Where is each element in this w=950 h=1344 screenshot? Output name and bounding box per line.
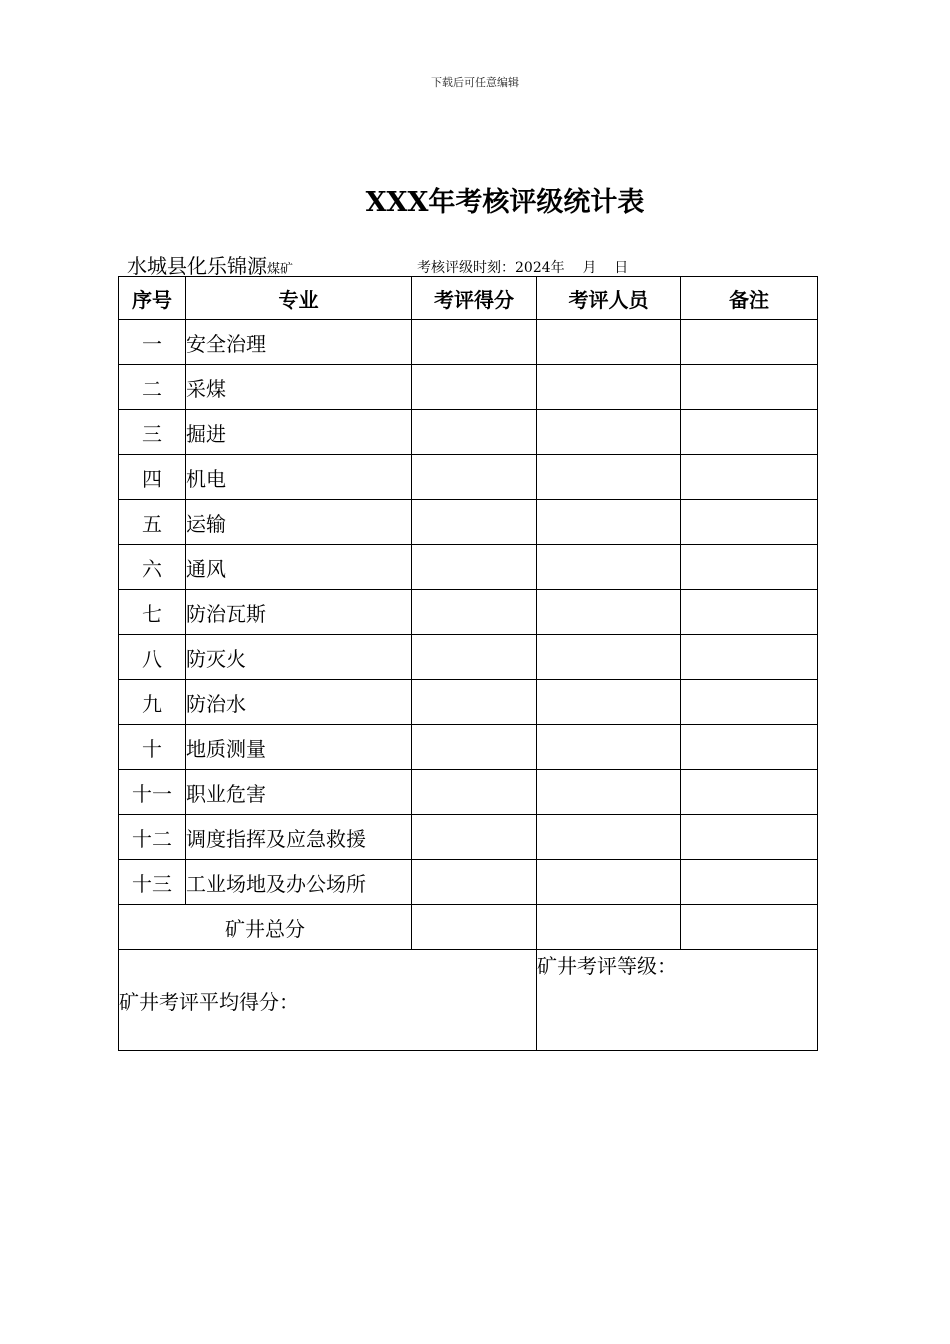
row-number-cell: 五 [119,500,186,545]
row-score-cell[interactable] [412,410,537,455]
total-score-cell[interactable] [412,905,537,950]
row-item-cell: 工业场地及办公场所 [186,860,412,905]
table-row [119,635,818,680]
summary-row [119,950,818,1051]
table-row [119,500,818,545]
row-reviewer-cell[interactable] [537,320,681,365]
row-item-cell: 掘进 [186,410,412,455]
row-remark-cell[interactable] [681,320,818,365]
row-remark-cell[interactable] [681,455,818,500]
row-remark-cell[interactable] [681,500,818,545]
row-number-cell: 二 [119,365,186,410]
row-score-cell[interactable] [412,365,537,410]
row-item-cell: 防治水 [186,680,412,725]
table-row [119,410,818,455]
table-row [119,860,818,905]
table-header-row [119,277,818,320]
row-item-cell: 防灭火 [186,635,412,680]
average-score-label: 矿井考评平均得分： [119,989,299,1014]
row-remark-cell[interactable] [681,635,818,680]
table-row [119,815,818,860]
row-score-cell[interactable] [412,320,537,365]
row-reviewer-cell[interactable] [537,455,681,500]
row-item-cell: 安全治理 [186,320,412,365]
row-number-cell: 三 [119,410,186,455]
row-item-cell: 防治瓦斯 [186,590,412,635]
header-cell-item: 专业 [186,277,412,320]
total-reviewer-cell[interactable] [537,905,681,950]
row-number-cell: 八 [119,635,186,680]
rating-level-label: 矿井考评等级： [537,954,677,978]
row-number-cell: 十一 [119,770,186,815]
table-row [119,320,818,365]
date-month: 月 [582,260,597,276]
row-score-cell[interactable] [412,455,537,500]
row-reviewer-cell[interactable] [537,365,681,410]
org-suffix: 煤矿 [267,262,294,277]
row-remark-cell[interactable] [681,545,818,590]
row-remark-cell[interactable] [681,410,818,455]
row-item-cell: 运输 [186,500,412,545]
row-reviewer-cell[interactable] [537,410,681,455]
row-number-cell: 十二 [119,815,186,860]
row-score-cell[interactable] [412,680,537,725]
row-reviewer-cell[interactable] [537,500,681,545]
table-row [119,680,818,725]
header-cell-reviewer: 考评人员 [537,277,681,320]
row-score-cell[interactable] [412,815,537,860]
date-year: 2024年 [515,260,565,276]
row-score-cell[interactable] [412,725,537,770]
org-name-text: 水城县化乐锦源 [127,254,267,278]
row-number-cell: 十三 [119,860,186,905]
row-remark-cell[interactable] [681,770,818,815]
row-remark-cell[interactable] [681,590,818,635]
row-item-cell: 调度指挥及应急救援 [186,815,412,860]
row-reviewer-cell[interactable] [537,635,681,680]
row-item-cell: 地质测量 [186,725,412,770]
header-note: 下载后可任意编辑 [431,76,519,89]
row-reviewer-cell[interactable] [537,770,681,815]
row-number-cell: 九 [119,680,186,725]
header-cell-remark: 备注 [681,277,818,320]
row-score-cell[interactable] [412,770,537,815]
row-reviewer-cell[interactable] [537,815,681,860]
table-row [119,545,818,590]
average-score-cell[interactable] [119,950,537,1051]
row-score-cell[interactable] [412,635,537,680]
row-score-cell[interactable] [412,500,537,545]
row-number-cell: 四 [119,455,186,500]
row-number-cell: 一 [119,320,186,365]
row-remark-cell[interactable] [681,365,818,410]
table-row [119,725,818,770]
row-remark-cell[interactable] [681,725,818,770]
date-label: 考核评级时刻： [417,260,515,276]
table-row [119,455,818,500]
table-row [119,365,818,410]
date-line [417,257,628,277]
row-reviewer-cell[interactable] [537,860,681,905]
row-reviewer-cell[interactable] [537,680,681,725]
row-number-cell: 十 [119,725,186,770]
row-reviewer-cell[interactable] [537,725,681,770]
total-remark-cell[interactable] [681,905,818,950]
row-item-cell: 机电 [186,455,412,500]
rating-table [118,276,818,1051]
row-remark-cell[interactable] [681,860,818,905]
total-label: 矿井总分 [119,905,412,950]
subtitle-line [127,250,827,278]
date-day: 日 [614,260,629,276]
total-row [119,905,818,950]
row-reviewer-cell[interactable] [537,590,681,635]
header-cell-no: 序号 [119,277,186,320]
row-number-cell: 六 [119,545,186,590]
row-item-cell: 通风 [186,545,412,590]
rating-level-cell[interactable] [537,950,818,1051]
table-row [119,770,818,815]
row-item-cell: 职业危害 [186,770,412,815]
row-number-cell: 七 [119,590,186,635]
row-remark-cell[interactable] [681,680,818,725]
header-cell-score: 考评得分 [412,277,537,320]
row-score-cell[interactable] [412,590,537,635]
row-item-cell: 采煤 [186,365,412,410]
page-title: XXX年考核评级统计表 [365,187,645,218]
row-score-cell[interactable] [412,860,537,905]
row-score-cell[interactable] [412,545,537,590]
table-row [119,590,818,635]
row-reviewer-cell[interactable] [537,545,681,590]
org-name [127,250,293,279]
table-body [119,320,818,905]
row-remark-cell[interactable] [681,815,818,860]
